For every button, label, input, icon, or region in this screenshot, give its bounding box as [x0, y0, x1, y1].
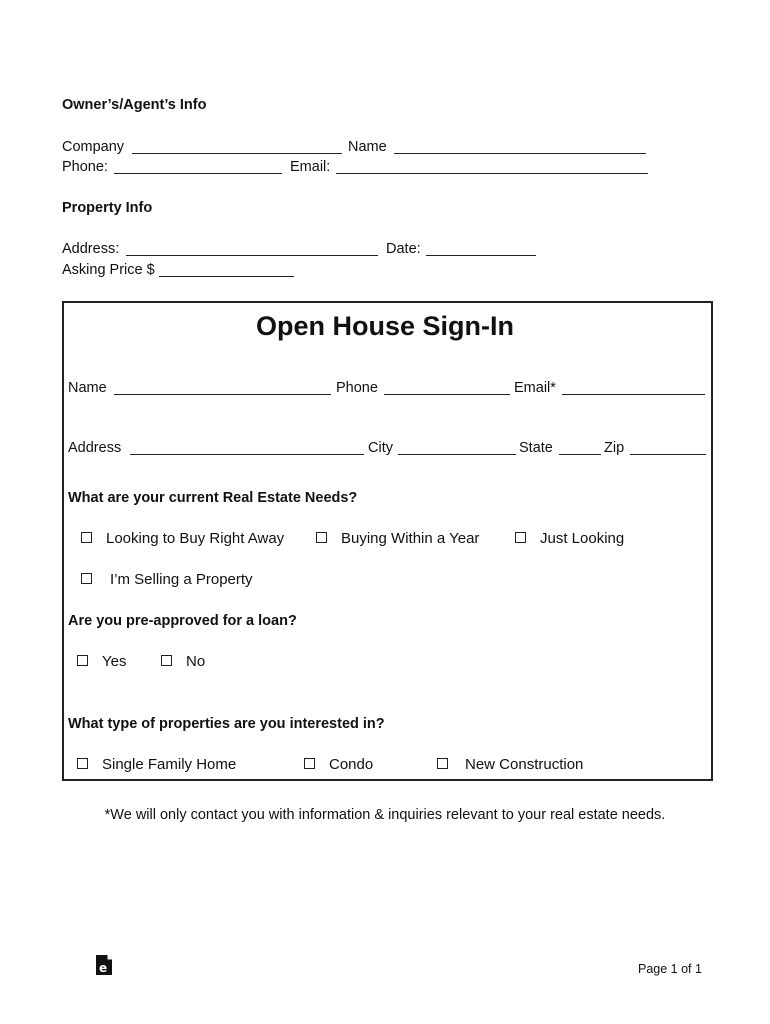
visitor-email-field[interactable] — [514, 379, 705, 397]
condo-checkbox[interactable] — [304, 758, 315, 769]
city-field[interactable] — [368, 439, 516, 457]
loan-no-checkbox[interactable] — [161, 655, 172, 666]
zip-label: Zip — [604, 440, 625, 456]
asking-price-label: Asking Price $ — [62, 262, 155, 278]
state-field[interactable] — [519, 439, 601, 457]
visitor-phone-line — [384, 394, 510, 395]
just-looking-label: Just Looking — [540, 530, 625, 547]
visitor-email-label: Email* — [514, 380, 556, 396]
just-looking-checkbox[interactable] — [515, 532, 526, 543]
property-address-line — [126, 255, 378, 256]
owner-email-field[interactable] — [290, 158, 648, 176]
single-family-checkbox[interactable] — [77, 758, 88, 769]
buying-within-year-checkbox[interactable] — [316, 532, 327, 543]
property-type-question: What type of properties are you interested in? — [68, 716, 385, 732]
owner-name-line — [394, 153, 646, 154]
visitor-name-label: Name — [68, 380, 107, 396]
visitor-address-line — [130, 454, 364, 455]
buy-right-away-label: Looking to Buy Right Away — [106, 530, 285, 547]
buy-right-away-checkbox[interactable] — [81, 532, 92, 543]
company-field[interactable] — [62, 138, 342, 156]
loan-yes-label: Yes — [102, 653, 127, 670]
visitor-name-line — [114, 394, 331, 395]
owner-name-label: Name — [348, 139, 387, 155]
condo-label: Condo — [329, 756, 374, 773]
privacy-footnote: *We will only contact you with information & inquiries relevant to your real estate needs. — [104, 807, 666, 823]
owner-phone-field[interactable] — [62, 158, 282, 176]
property-info-heading: Property Info — [62, 200, 153, 216]
sign-in-title: Open House Sign-In — [255, 311, 514, 341]
state-label: State — [519, 440, 553, 456]
owner-phone-label: Phone: — [62, 159, 108, 175]
buying-within-year-label: Buying Within a Year — [341, 530, 480, 547]
company-line — [132, 153, 342, 154]
needs-question: What are your current Real Estate Needs? — [68, 490, 358, 506]
zip-line — [630, 454, 706, 455]
owner-email-label: Email: — [290, 159, 331, 175]
asking-price-field[interactable] — [62, 261, 294, 279]
visitor-address-field[interactable] — [68, 439, 364, 457]
loan-no-label: No — [186, 653, 206, 670]
visitor-email-line — [562, 394, 705, 395]
owner-email-line — [336, 173, 648, 174]
date-field[interactable] — [386, 240, 536, 258]
selling-property-label: I’m Selling a Property — [110, 571, 253, 588]
date-label: Date: — [386, 241, 421, 257]
visitor-address-label: Address — [68, 440, 122, 456]
date-line — [426, 255, 536, 256]
zip-field[interactable] — [604, 439, 706, 457]
property-address-field[interactable] — [62, 240, 378, 258]
city-line — [398, 454, 516, 455]
city-label: City — [368, 440, 393, 456]
state-line — [559, 454, 601, 455]
owner-info-heading: Owner’s/Agent’s Info — [62, 97, 207, 113]
page-number: Page 1 of 1 — [638, 962, 702, 976]
selling-property-checkbox[interactable] — [81, 573, 92, 584]
single-family-label: Single Family Home — [102, 756, 237, 773]
svg-text:e: e — [99, 961, 108, 975]
new-construction-label: New Construction — [465, 756, 584, 773]
visitor-phone-field[interactable] — [336, 379, 510, 397]
owner-phone-line — [114, 173, 282, 174]
owner-name-field[interactable] — [348, 138, 646, 156]
visitor-name-field[interactable] — [68, 379, 331, 397]
company-label: Company — [62, 139, 125, 155]
visitor-phone-label: Phone — [336, 380, 378, 396]
eforms-logo-icon — [95, 954, 113, 976]
property-address-label: Address: — [62, 241, 120, 257]
loan-question: Are you pre-approved for a loan? — [68, 613, 297, 629]
loan-yes-checkbox[interactable] — [77, 655, 88, 666]
asking-price-line — [159, 276, 294, 277]
new-construction-checkbox[interactable] — [437, 758, 448, 769]
